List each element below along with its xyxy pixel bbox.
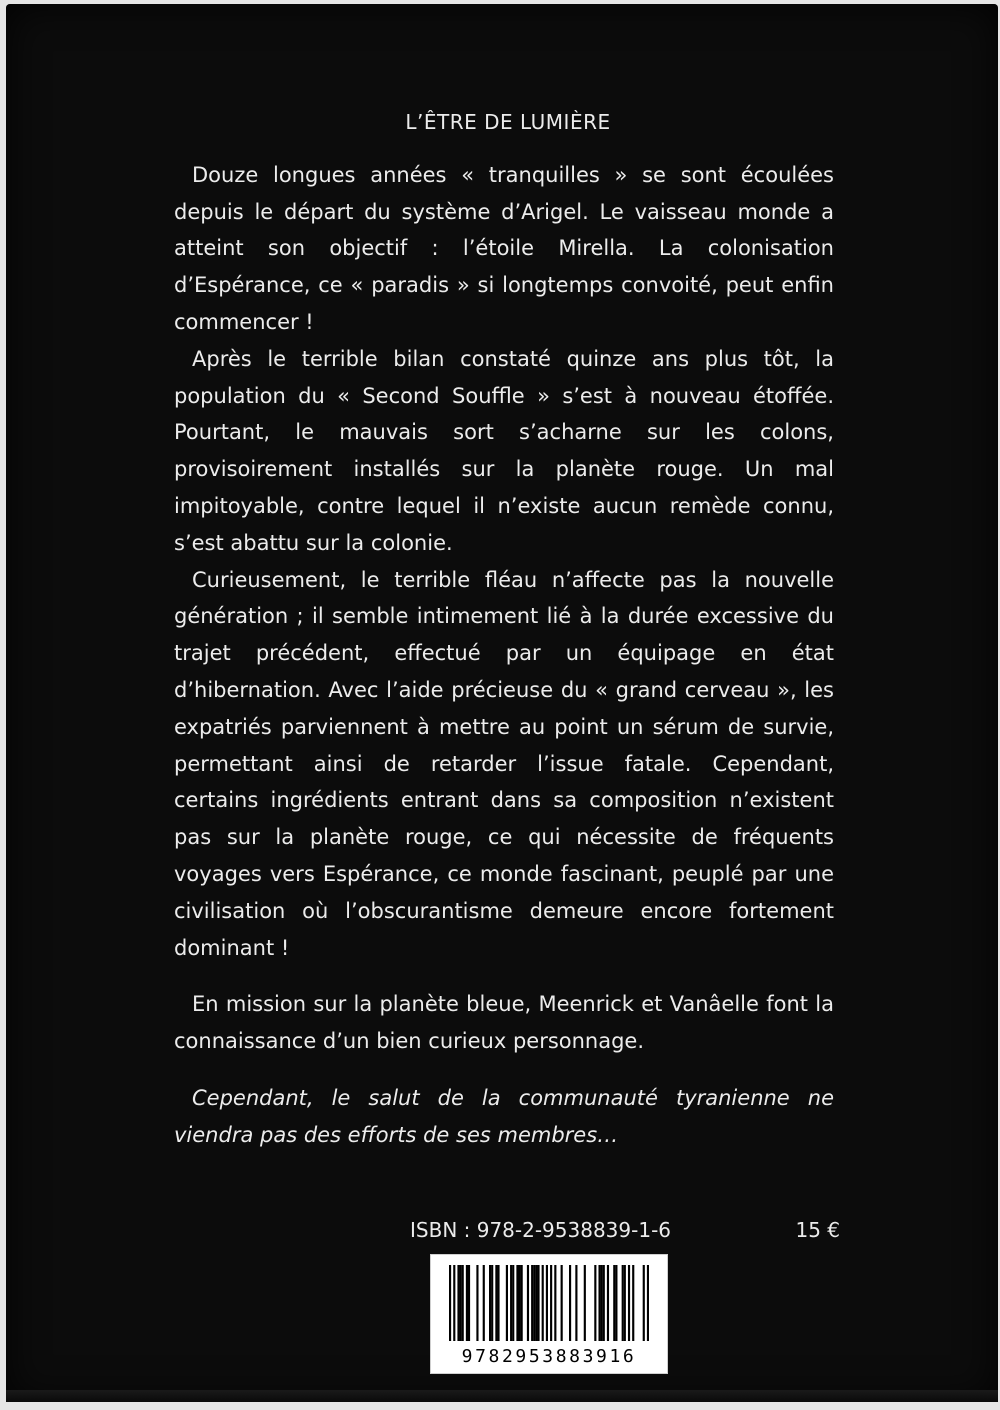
barcode-bar (546, 1265, 548, 1341)
barcode-bar (489, 1265, 491, 1341)
barcode-bar (468, 1265, 470, 1341)
barcode-bar (483, 1265, 485, 1341)
barcode-bar (535, 1265, 537, 1341)
book-title: L’ÊTRE DE LUMIÈRE (405, 110, 611, 134)
barcode-bar (516, 1265, 518, 1341)
barcode-bar (466, 1265, 468, 1341)
barcode-bar (542, 1265, 544, 1341)
barcode-bar (449, 1265, 451, 1341)
barcode-bar (603, 1265, 605, 1341)
barcode-bar (647, 1265, 649, 1341)
barcode-bar (643, 1265, 645, 1341)
barcode-bar (495, 1265, 497, 1341)
barcode-bar (622, 1265, 624, 1341)
barcode-label (430, 1254, 668, 1374)
barcode-bar (510, 1265, 512, 1341)
barcode-bar (457, 1265, 459, 1341)
barcode-bar (453, 1265, 455, 1341)
barcode-bar (561, 1265, 563, 1341)
barcode-bar (584, 1265, 586, 1341)
blurb-paragraph-3: Curieusement, le terrible fléau n’affecte pas la nouvelle génération ; il semble intimement lié à la durée excessive du trajet précédent, effectué par un équipage en état d’hibernation. Avec l’aide précieuse du « grand cerveau », les expatriés parviennent à mettre au point un sérum de survie, permettant ainsi de retarder l’issue fatale. Cependant, certains ingrédients entrant dans sa composition n’existent pas sur la planète rouge, ce qui nécessite de fréquents voyages vers Espérance, ce monde fascinant, peuplé par une civilisation où l’obscurantisme demeure encore fortement dominant ! (174, 567, 834, 960)
barcode-bar (533, 1265, 535, 1341)
isbn-price-row (410, 1218, 840, 1248)
barcode-bar (497, 1265, 499, 1341)
barcode-bar (518, 1265, 520, 1341)
barcode-bar (607, 1265, 609, 1341)
barcode-bar (569, 1265, 571, 1341)
blurb-paragraph-1: Douze longues années « tranquilles » se sont écoulées depuis le départ du système d’Arigel. Le vaisseau monde a atteint son objectif : l’étoile Mirella. La colonisation d’Espérance, ce « paradis » si longtemps convoité, peut enfin commencer ! (174, 162, 834, 334)
cover-bottom-edge (6, 1390, 998, 1402)
blurb-paragraph-2: Après le terrible bilan constaté quinze ans plus tôt, la population du « Second Souffle » s’est à nouveau étoffée. Pourtant, le mauvais sort s’acharne sur les colons, provisoirement installés sur la planète rouge. Un mal impitoyable, contre lequel il n’existe aucun remède connu, s’est abattu sur la colonie. (174, 346, 834, 555)
barcode-bar (531, 1265, 533, 1341)
barcode-bar (491, 1265, 493, 1341)
barcode-bar (615, 1265, 617, 1341)
barcode-bar (550, 1265, 552, 1341)
barcode-bars (449, 1265, 649, 1341)
barcode-bar (521, 1265, 523, 1341)
barcode-bar (537, 1265, 539, 1341)
closing-italic-line: Cependant, le salut de la communauté tyranienne ne viendra pas des efforts de ses membres… (174, 1085, 834, 1147)
barcode-bar (624, 1265, 626, 1341)
barcode-bar (613, 1265, 615, 1341)
barcode-bar (575, 1265, 577, 1341)
price-text: 15 € (795, 1218, 840, 1242)
barcode-bar (598, 1265, 600, 1341)
blurb-paragraph-4: En mission sur la planète bleue, Meenrick et Vanâelle font la connaissance d’un bien curieux personnage. (174, 992, 834, 1054)
barcode-bar (476, 1265, 478, 1341)
barcode-number: 9782953883916 (439, 1346, 659, 1367)
barcode-bar (554, 1265, 556, 1341)
barcode-bar (632, 1265, 634, 1341)
barcode-bar (460, 1265, 462, 1341)
barcode-bar (628, 1265, 630, 1341)
barcode-bar (506, 1265, 508, 1341)
barcode-bar (462, 1265, 464, 1341)
barcode-bar (594, 1265, 596, 1341)
barcode-bar (601, 1265, 603, 1341)
blurb (174, 104, 834, 1154)
barcode-bar (527, 1265, 529, 1341)
barcode-bar (512, 1265, 514, 1341)
isbn-text: ISBN : 978-2-9538839-1-6 (410, 1218, 672, 1242)
